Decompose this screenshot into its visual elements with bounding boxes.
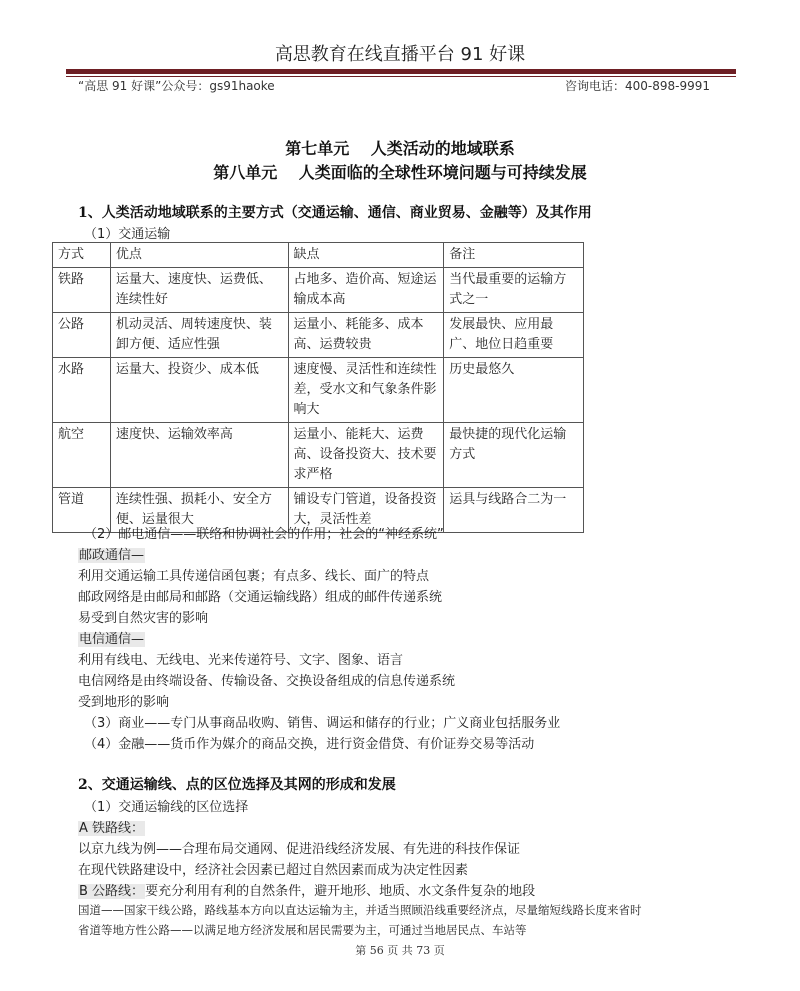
table-cell: 速度快、运输效率高	[110, 423, 288, 488]
table-cell: 航空	[53, 423, 111, 488]
table-cell: 铺设专门管道，设备投资大，灵活性差	[288, 488, 444, 533]
table-cell: 管道	[53, 488, 111, 533]
railway-heading-text: A 铁路线：	[79, 821, 145, 836]
table-cell: 占地多、造价高、短途运输成本高	[288, 268, 444, 313]
section-2-title: 2、交通运输线、点的区位选择及其网的形成和发展	[78, 777, 396, 793]
header-rule	[66, 69, 736, 74]
telecom-line: 利用有线电、无线电、光来传递符号、文字、图象、语言	[78, 653, 404, 668]
wechat-account: “高思 91 好课”公众号：gs91haoke	[78, 79, 275, 93]
postal-line: 邮政网络是由邮局和邮路（交通运输线路）组成的邮件传递系统	[78, 590, 443, 605]
table-cell: 公路	[53, 313, 111, 358]
table-cell: 连续性强、损耗小、安全方便、运量很大	[110, 488, 288, 533]
table-cell: 运量小、耗能多、成本高、运费较贵	[288, 313, 444, 358]
table-row	[53, 313, 584, 358]
page-number: 第 56 页 共 73 页	[355, 944, 445, 957]
table-header-row	[53, 243, 584, 268]
highway-heading	[78, 880, 535, 899]
highway-line: 国道——国家干线公路，路线基本方向以直达运输为主，并适当照顾沿线重要经济点，尽量缩短线路长度来省时	[78, 903, 642, 917]
telecom-line: 电信网络是由终端设备、传输设备、交换设备组成的信息传递系统	[78, 674, 456, 689]
telecom-heading-text: 电信通信—	[79, 632, 145, 647]
section-1-title: 1、人类活动地域联系的主要方式（交通运输、通信、商业贸易、金融等）及其作用	[78, 205, 592, 221]
table-cell: 运量小、能耗大、运费高、设备投资大、技术要求严格	[288, 423, 444, 488]
railway-line: 在现代铁路建设中，经济社会因素已超过自然因素而成为决定性因素	[78, 863, 469, 878]
route-subtitle: （1）交通运输线的区位选择	[84, 800, 249, 815]
table-cell: 历史最悠久	[444, 358, 584, 423]
table-cell: 机动灵活、周转速度快、装卸方便、适应性强	[110, 313, 288, 358]
unit-8-title: 第八单元 人类面临的全球性环境问题与可持续发展	[213, 163, 587, 182]
railway-line: 以京九线为例——合理布局交通网、促进沿线经济发展、有先进的科技作保证	[78, 842, 521, 857]
table-row	[53, 268, 584, 313]
table-cell: 运量大、投资少、成本低	[110, 358, 288, 423]
highway-heading-text: B 公路线：	[79, 884, 145, 899]
postal-line: 利用交通运输工具传递信函包裹；有点多、线长、面广的特点	[78, 569, 430, 584]
transport-table	[52, 242, 584, 533]
telecom-line: 受到地形的影响	[78, 695, 170, 710]
railway-heading	[78, 817, 145, 836]
commerce-line: （3）商业——专门从事商品收购、销售、调运和储存的行业；广义商业包括服务业	[84, 716, 561, 731]
table-cell: 最快捷的现代化运输方式	[444, 423, 584, 488]
platform-title: 高思教育在线直播平台 91 好课	[274, 44, 526, 65]
transport-subtitle: （1）交通运输	[84, 227, 171, 242]
table-header-cell: 优点	[110, 243, 288, 268]
contact-phone: 咨询电话：400-898-9991	[564, 79, 710, 93]
highway-line: 省道等地方性公路——以满足地方经济发展和居民需要为主，可通过当地居民点、车站等	[78, 923, 527, 937]
table-cell: 发展最快、应用最广、地位日趋重要	[444, 313, 584, 358]
table-row	[53, 358, 584, 423]
finance-line: （4）金融——货币作为媒介的商品交换，进行资金借贷、有价证券交易等活动	[84, 737, 535, 752]
table-row	[53, 423, 584, 488]
post-telecom-subtitle: （2）邮电通信——联络和协调社会的作用；社会的“神经系统”	[84, 527, 444, 542]
postal-line: 易受到自然灾害的影响	[78, 611, 209, 626]
postal-heading-text: 邮政通信—	[79, 548, 145, 563]
table-header-cell: 方式	[53, 243, 111, 268]
table-cell: 铁路	[53, 268, 111, 313]
telecom-heading	[78, 628, 145, 647]
table-header-cell: 缺点	[288, 243, 444, 268]
highway-principle: 要充分利用有利的自然条件，避开地形、地质、水文条件复杂的地段	[145, 884, 536, 899]
table-cell: 水路	[53, 358, 111, 423]
table-cell: 运量大、速度快、运费低、连续性好	[110, 268, 288, 313]
table-cell: 运具与线路合二为一	[444, 488, 584, 533]
table-cell: 速度慢、灵活性和连续性差，受水文和气象条件影响大	[288, 358, 444, 423]
table-header-cell: 备注	[444, 243, 584, 268]
table-cell: 当代最重要的运输方式之一	[444, 268, 584, 313]
unit-7-title: 第七单元 人类活动的地域联系	[285, 139, 515, 158]
postal-heading	[78, 544, 145, 563]
